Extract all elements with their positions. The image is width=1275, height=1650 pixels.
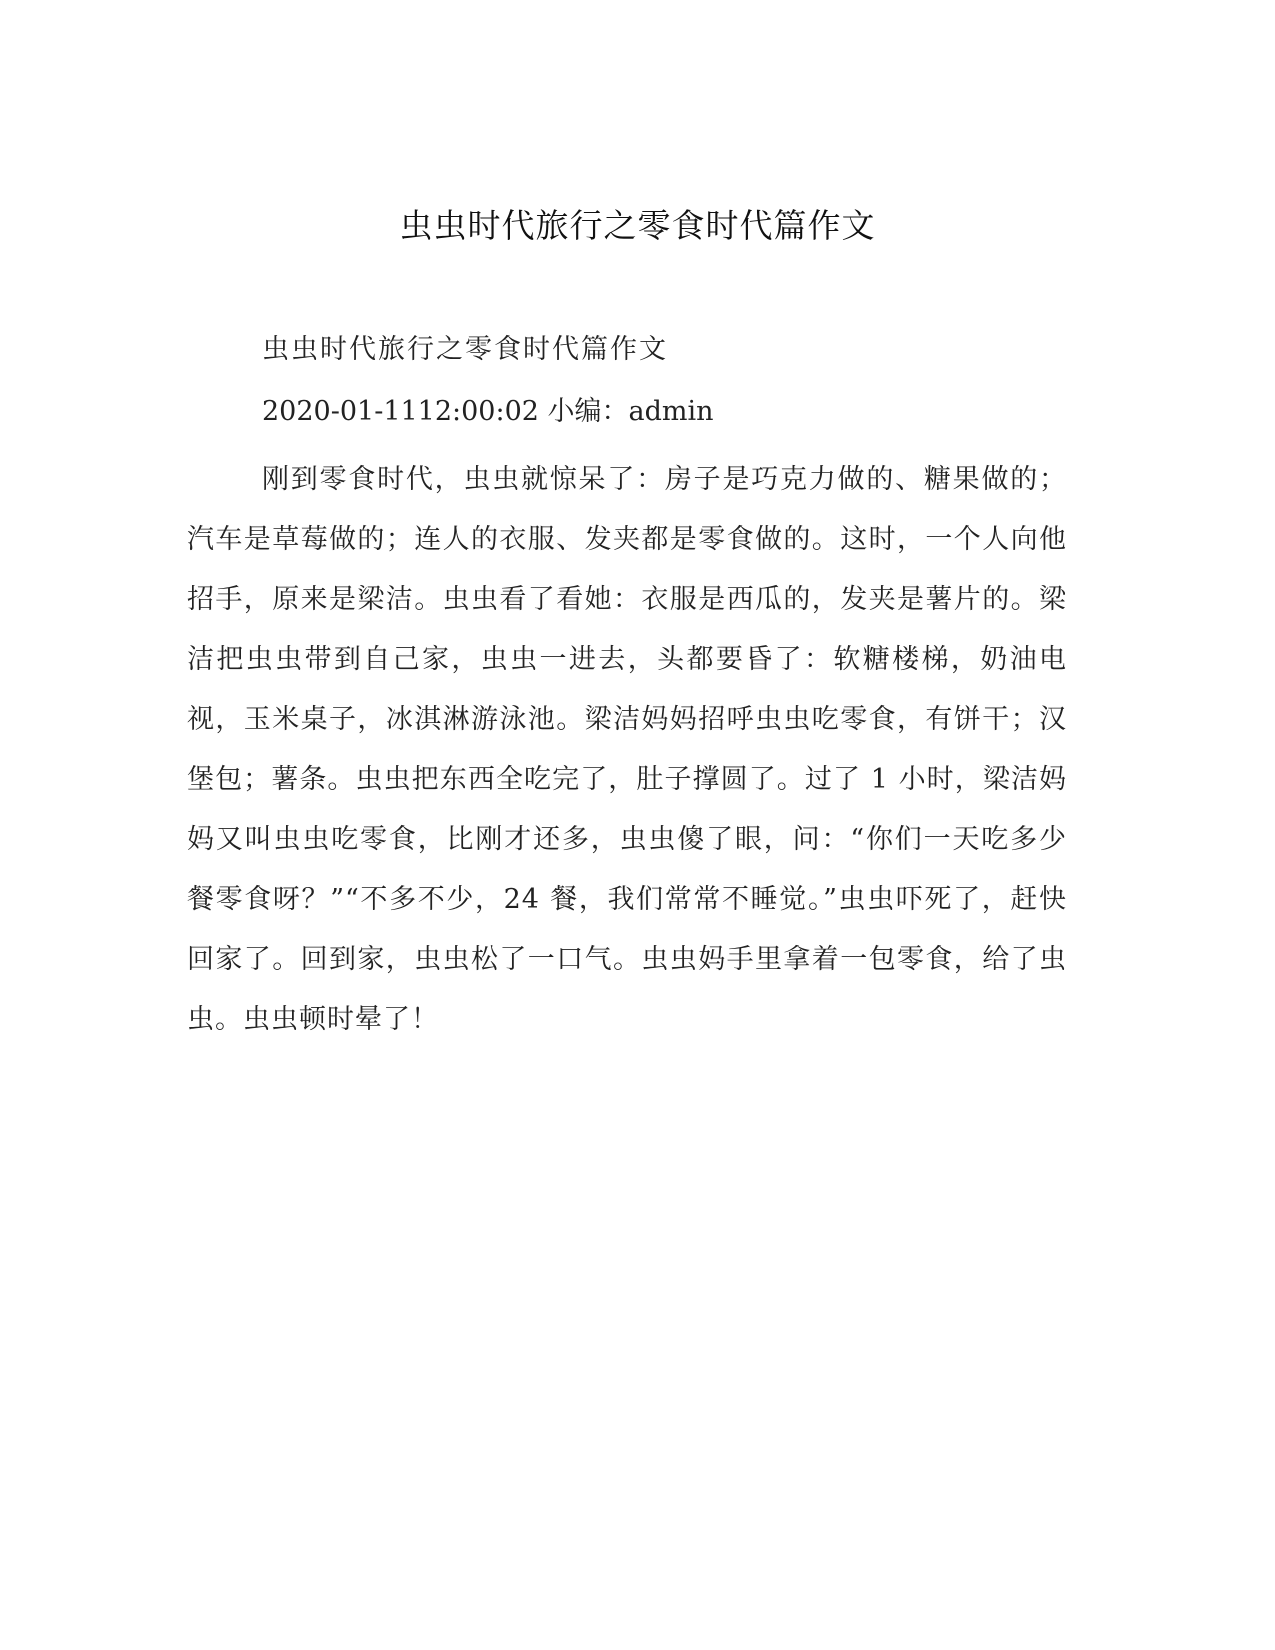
body-paragraph: 刚到零食时代，虫虫就惊呆了：房子是巧克力做的、糖果做的；汽车是草莓做的；连人的衣服、发夹都是零食做的。这时，一个人向他招手，原来是梁洁。虫虫看了看她：衣服是西瓜的，发夹是薯片的。梁洁把虫虫带到自己家，虫虫一进去，头都要昏了：软糖楼梯，奶油电视，玉米桌子，冰淇淋游泳池。梁洁妈妈招呼虫虫吃零食，有饼干；汉堡包；薯条。虫虫把东西全吃完了，肚子撑圆了。过了 1 小时，梁洁妈妈又叫虫虫吃零食，比刚才还多，虫虫傻了眼，问：“你们一天吃多少餐零食呀？”“不多不少，24 餐，我们常常不睡觉。”虫虫吓死了，赶快回家了。回到家，虫虫松了一口气。虫虫妈手里拿着一包零食，给了虫虫。虫虫顿时晕了！ (187, 464, 1067, 1035)
document-meta: 2020-01-1112:00:02 小编：admin (262, 396, 714, 427)
document-subtitle: 虫虫时代旅行之零食时代篇作文 (262, 334, 668, 365)
document-title: 虫虫时代旅行之零食时代篇作文 (399, 206, 876, 245)
